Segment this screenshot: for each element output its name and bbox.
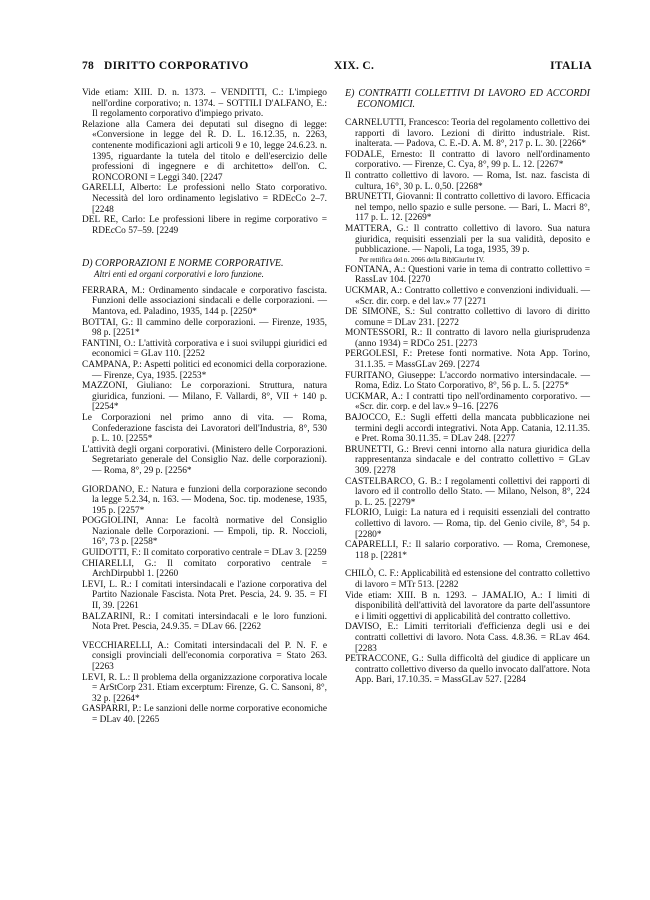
section-d-title: D) CORPORAZIONI E NORME CORPORATIVE. [82, 258, 284, 270]
bibliography-entry: PERGOLESI, F.: Pretese fonti normative. Nota App. Torino, 31.1.35. = MassGLav 269. [2274 [345, 349, 590, 371]
bibliography-entry: LEVI, R. L.: Il problema della organizzazione corporativa locale = ArStCorp 231. Etiam excerptum: Firenze, G. C. Sansoni, 8°, 32 p. [2264* [82, 672, 327, 704]
bibliography-entry: Le Corporazioni nel primo anno di vita. — Roma, Confederazione fascista dei Lavoratori dell'Industria, 8°, 530 p. L. 10. [2255* [82, 412, 327, 445]
section-d-subtitle: Altri enti ed organi corporativi e loro funzione. [94, 269, 264, 280]
bibliography-entry: VECCHIARELLI, A.: Comitati intersindacali del P. N. F. e consigli provinciali dell'economia corporativa = Stato 263. [2263 [82, 640, 327, 672]
bibliography-entry: Relazione alla Camera dei deputati sul disegno di legge: «Conversione in legge del R. D. L. 16.12.35, n. 2263, contenente modificazioni agli articoli 9 e 10, legge 24.6.23. n. 1395, riguardante la tutela del titolo e dell'esercizio delle professioni di ingegnere e di architetto» dell'on. C. RONCORONI = Leggi 340. [2247 [82, 119, 327, 183]
bibliography-entry: FERRARA, M.: Ordinamento sindacale e corporativo fascista. Funzioni delle associazioni sindacali e delle corporazioni. — Mantova, ed. Paladino, 1935, 144 p. [2250* [82, 285, 327, 317]
bibliography-entry: Vide etiam: XIII. D. n. 1373. – VENDITTI, C.: L'impiego nell'ordine corporativo; n. 1374. – SOTTILI D'ALFANO, E.: Il regolamento corporativo d'impiego privato. [82, 88, 327, 120]
bibliography-entry: MONTESSORI, R.: Il contratto di lavoro nella giurisprudenza (anno 1934) = RDCo 251. [2273 [345, 328, 590, 349]
left-column [82, 88, 327, 726]
right-column [345, 88, 590, 686]
bibliography-entry: Vide etiam: XIII. B n. 1293. – JAMALIO, A.: I limiti di disponibilità dell'attività del lavoratore da parte dell'assuntore e i limiti oggettivi di applicabilità del contratto collettivo. [345, 590, 590, 622]
bibliography-entry: DE SIMONE, S.: Sul contratto collettivo di lavoro di diritto comune = DLav 231. [2272 [345, 307, 590, 328]
section-e-entries-1 [345, 118, 590, 256]
bibliography-entry: DAVISO, E.: Limiti territoriali d'efficienza degli usi e dei contratti collettivi di lavoro. Nota Cass. 4.8.36. = RLav 464. [2283 [345, 622, 590, 654]
bibliography-entry: UCKMAR, A.: I contratti tipo nell'ordinamento corporativo. — «Scr. dir. corp. e del lav.» 9–16. [2276 [345, 391, 590, 413]
bibliography-entry: GIORDANO, E.: Natura e funzioni della corporazione secondo la legge 5.2.34, n. 163. — Modena, Soc. tip. modenese, 1935, 195 p. [2257* [82, 484, 327, 516]
section-label: ITALIA [550, 60, 592, 72]
bibliography-entry: DEL RE, Carlo: Le professioni libere in regime corporativo = RDEcCo 57–59. [2249 [82, 215, 327, 236]
section-d-entries-2 [82, 485, 327, 633]
bibliography-entry: GUIDOTTI, F.: Il comitato corporativo centrale = DLav 3. [2259 [82, 548, 327, 559]
bibliography-entry: CHILÒ, C. F.: Applicabilità ed estensione del contratto collettivo di lavoro = MTr 513. [2282 [345, 569, 590, 590]
section-d-entries-3 [82, 641, 327, 726]
bibliography-entry: POGGIOLINI, Anna: Le facoltà normative del Consiglio Nazionale delle Corporazioni. — Empoli, tip. R. Noccioli, 16°, 73 p. [2258* [82, 516, 327, 548]
section-e-title: E) CONTRATTI COLLETTIVI DI LAVORO ED ACCORDI ECONOMICI. [345, 88, 590, 110]
bibliography-entry: GASPARRI, P.: Le sanzioni delle norme corporative economiche = DLav 40. [2265 [82, 704, 327, 725]
bibliography-entry: Il contratto collettivo di lavoro. — Roma, Ist. naz. fascista di cultura, 16°, 30 p. L. 0,50. [2268* [345, 170, 590, 192]
bibliography-entry: FURITANO, Giuseppe: L'accordo normativo intersindacale. — Roma, Ediz. Lo Stato Corporativo, 8°, 56 p. L. 5. [2275* [345, 370, 590, 392]
bibliography-entry: BALZARINI, R.: I comitati intersindacali e le loro funzioni. Nota Pret. Pescia, 24.9.35. = DLav 66. [2262 [82, 611, 327, 633]
bibliography-entry: FONTANA, A.: Questioni varie in tema di contratto collettivo = RassLav 104. [2270 [345, 264, 590, 286]
bibliography-entry: BRUNETTI, Giovanni: Il contratto collettivo di lavoro. Efficacia nel tempo, nello spazio e sulle persone. — Bari, L. Macri 8°, 117 p. L. 12. [2269* [345, 192, 590, 224]
section-e-entries-2 [345, 265, 590, 562]
bibliography-entry: BOTTAI, G.: Il cammino delle corporazioni. — Firenze, 1935, 98 p. [2251* [82, 317, 327, 339]
bibliography-entry: L'attività degli organi corporativi. (Ministero delle Corporazioni. Segretariato generale del Consiglio Naz. delle corporazioni). — Roma, 8°, 29 p. [2256* [82, 444, 327, 476]
volume-label: XIX. C. [334, 60, 375, 72]
bibliography-entry: BRUNETTI, G.: Brevi cenni intorno alla natura giuridica della rappresentanza sindacale e del contratto collettivo = GLav 309. [2278 [345, 444, 590, 476]
bibliography-entry: FANTINI, O.: L'attività corporativa e i suoi sviluppi giuridici ed economici = GLav 110. [2252 [82, 338, 327, 360]
page-number: 78 [82, 60, 95, 72]
bibliography-entry: FLORIO, Luigi: La natura ed i requisiti essenziali del contratto collettivo di lavoro. — Roma, tip. del Genio civile, 8°, 54 p. [2280* [345, 508, 590, 540]
bibliography-entry: LEVI, L. R.: I comitati intersindacali e l'azione corporativa del Partito Nazionale Fascista. Nota Pret. Pescia, 24. 9. 35. = FI II, 39. [2261 [82, 579, 327, 612]
bibliography-entry: MATTERA, G.: Il contratto collettivo di lavoro. Sua natura giuridica, requisiti essenziali per la sua validità, deposito e pubblicazione. — Napoli, La toga, 1935, 39 p. [345, 223, 590, 256]
bibliography-entry: MAZZONI, Giuliano: Le corporazioni. Struttura, natura giuridica, funzioni. — Milano, F. Vallardi, 8°, VII + 140 p. [2254* [82, 381, 327, 413]
bibliography-entry: UCKMAR, A.: Contratto collettivo e convenzioni individuali. — «Scr. dir. corp. e del lav.» 77 [2271 [345, 285, 590, 307]
bibliography-entry: BAJOCCO, E.: Sugli effetti della mancata pubblicazione nei termini degli accordi integrativi. Nota App. Catania, 12.11.35. e Pret. Roma 30.11.35. = DLav 248. [2277 [345, 413, 590, 445]
bibliography-entry: CAMPANA, P.: Aspetti politici ed economici della corporazione. — Firenze, Cya, 1935. [2253* [82, 359, 327, 381]
bibliography-entry: CAPARELLI, F.: Il salario corporativo. — Roma, Cremonese, 118 p. [2281* [345, 540, 590, 561]
bibliography-entry: CASTELBARCO, G. B.: I regolamenti collettivi dei rapporti di lavoro ed il controllo dello Stato. — Milano, Nelson, 8°, 224 p. L. 25. [2279* [345, 476, 590, 508]
section-e-entries-3 [345, 569, 590, 686]
bibliography-entry: GARELLI, Alberto: Le professioni nello Stato corporativo. Necessità del loro ordinamento legislativo = RDEcCo 2–7. [2248 [82, 183, 327, 215]
top-entries [82, 88, 327, 236]
bibliography-entry: FODALE, Ernesto: Il contratto di lavoro nell'ordinamento corporativo. — Firenze, C. Cya, 8°, 99 p. L. 12. [2267* [345, 149, 590, 171]
bibliography-entry: CARNELUTTI, Francesco: Teoria del regolamento collettivo dei rapporti di lavoro. Lezioni di diritto industriale. Rist. inalterata. — Padova, C. E.-D. A. M. 8°, 217 p. L. 30. [2266* [345, 118, 590, 150]
rettifica-note: Per rettifica del n. 2066 della BiblGiurInt IV. [359, 255, 485, 264]
section-d-entries-1 [82, 286, 327, 477]
bibliography-entry: PETRACCONE, G.: Sulla difficoltà del giudice di applicare un contratto collettivo diverso da quello invocato dall'attore. Nota App. Bari, 17.10.35. = MassGLav 527. [2284 [345, 654, 590, 686]
bibliography-entry: CHIARELLI, G.: Il comitato corporativo centrale = ArchDirpubbl 1. [2260 [82, 558, 327, 580]
journal-title: DIRITTO CORPORATIVO [104, 60, 249, 72]
